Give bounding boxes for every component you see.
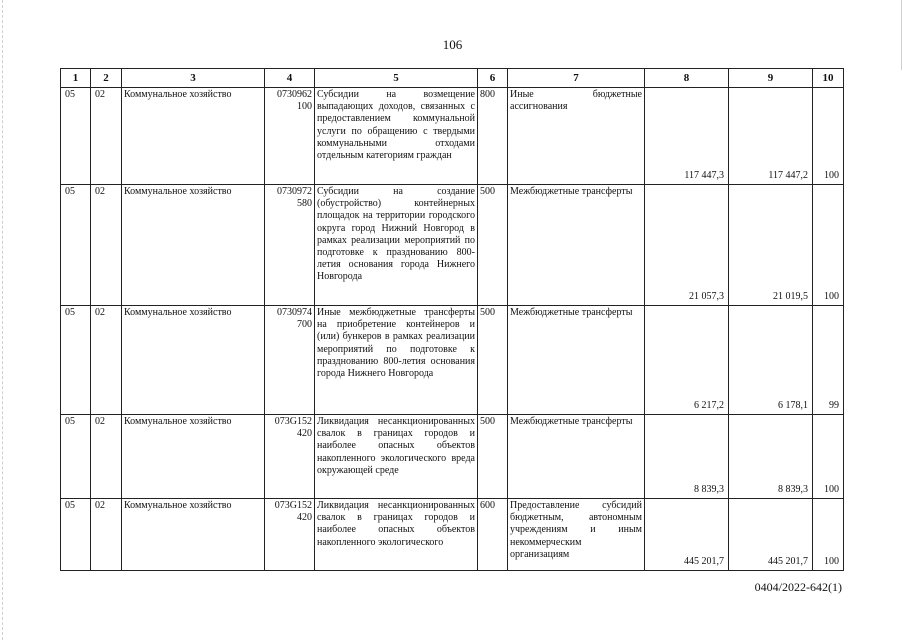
expense-type-code: 500 [478, 185, 508, 306]
section-code: 05 [61, 499, 91, 571]
section-name: Коммунальное хозяйство [122, 185, 265, 306]
execution-percent: 100 [813, 499, 844, 571]
section-code: 05 [61, 415, 91, 499]
table-row [61, 415, 844, 499]
section-name: Коммунальное хозяйство [122, 88, 265, 185]
header-cell: 7 [508, 69, 645, 88]
expense-type-code: 500 [478, 415, 508, 499]
expense-description: Иные межбюджетные трансферты на приобретение контейнеров и (или) бункеров в рамках реализации мероприятий по подготовке к празднованию 800-летия основания города Нижнего Новгорода [315, 306, 478, 415]
expense-type-code: 600 [478, 499, 508, 571]
execution-percent: 100 [813, 415, 844, 499]
executed-amount: 117 447,2 [729, 88, 813, 185]
planned-amount: 21 057,3 [645, 185, 729, 306]
executed-amount: 21 019,5 [729, 185, 813, 306]
expense-type-code: 500 [478, 306, 508, 415]
target-article: 0730972 580 [265, 185, 315, 306]
planned-amount: 445 201,7 [645, 499, 729, 571]
budget-table [60, 68, 844, 571]
header-cell: 6 [478, 69, 508, 88]
header-cell: 5 [315, 69, 478, 88]
expense-description: Ликвидация несанкционированных свалок в границах городов и наиболее опасных объектов накопленного экологического вреда окружающей среде [315, 415, 478, 499]
header-cell: 1 [61, 69, 91, 88]
expense-description: Субсидии на возмещение выпадающих доходов, связанных с предоставлением коммунальной услуги по обращению с твердыми коммунальными отходами отдельным категориям граждан [315, 88, 478, 185]
target-article: 0730962 100 [265, 88, 315, 185]
table-row [61, 185, 844, 306]
section-name: Коммунальное хозяйство [122, 499, 265, 571]
page-number: 106 [442, 37, 463, 52]
expense-description: Ликвидация несанкционированных свалок в границах городов и наиболее опасных объектов накопленного экологического [315, 499, 478, 571]
expense-description: Субсидии на создание (обустройство) контейнерных площадок на территории городского округа город Нижний Новгород в рамках реализации мероприятий по подготовке к празднованию 800-летия основания города Нижнего Новгорода [315, 185, 478, 306]
subsection-code: 02 [91, 88, 122, 185]
expense-type-name: Межбюджетные трансферты [508, 306, 645, 415]
execution-percent: 99 [813, 306, 844, 415]
expense-type-name: Предоставление субсидий бюджетным, автономным учреждениям и иным некоммерческим организациям [508, 499, 645, 571]
expense-type-name: Межбюджетные трансферты [508, 185, 645, 306]
table-row [61, 88, 844, 185]
header-cell: 2 [91, 69, 122, 88]
target-article: 0730974 700 [265, 306, 315, 415]
section-code: 05 [61, 88, 91, 185]
scan-margin-line [2, 0, 4, 640]
header-row [61, 69, 844, 88]
subsection-code: 02 [91, 499, 122, 571]
subsection-code: 02 [91, 185, 122, 306]
subsection-code: 02 [91, 306, 122, 415]
section-code: 05 [61, 306, 91, 415]
executed-amount: 445 201,7 [729, 499, 813, 571]
subsection-code: 02 [91, 415, 122, 499]
document-registration-number: 0404/2022-642(1) [754, 580, 842, 594]
section-code: 05 [61, 185, 91, 306]
execution-percent: 100 [813, 88, 844, 185]
section-name: Коммунальное хозяйство [122, 306, 265, 415]
expense-type-name: Межбюджетные трансферты [508, 415, 645, 499]
planned-amount: 6 217,2 [645, 306, 729, 415]
target-article: 073G152 420 [265, 499, 315, 571]
header-cell: 10 [813, 69, 844, 88]
executed-amount: 6 178,1 [729, 306, 813, 415]
header-cell: 3 [122, 69, 265, 88]
table-row [61, 306, 844, 415]
scan-margin-line-right [901, 0, 903, 70]
section-name: Коммунальное хозяйство [122, 415, 265, 499]
target-article: 073G152 420 [265, 415, 315, 499]
planned-amount: 8 839,3 [645, 415, 729, 499]
table-row [61, 499, 844, 571]
planned-amount: 117 447,3 [645, 88, 729, 185]
executed-amount: 8 839,3 [729, 415, 813, 499]
header-cell: 8 [645, 69, 729, 88]
expense-type-name: Иные бюджетные ассигнования [508, 88, 645, 185]
execution-percent: 100 [813, 185, 844, 306]
header-cell: 4 [265, 69, 315, 88]
header-cell: 9 [729, 69, 813, 88]
expense-type-code: 800 [478, 88, 508, 185]
